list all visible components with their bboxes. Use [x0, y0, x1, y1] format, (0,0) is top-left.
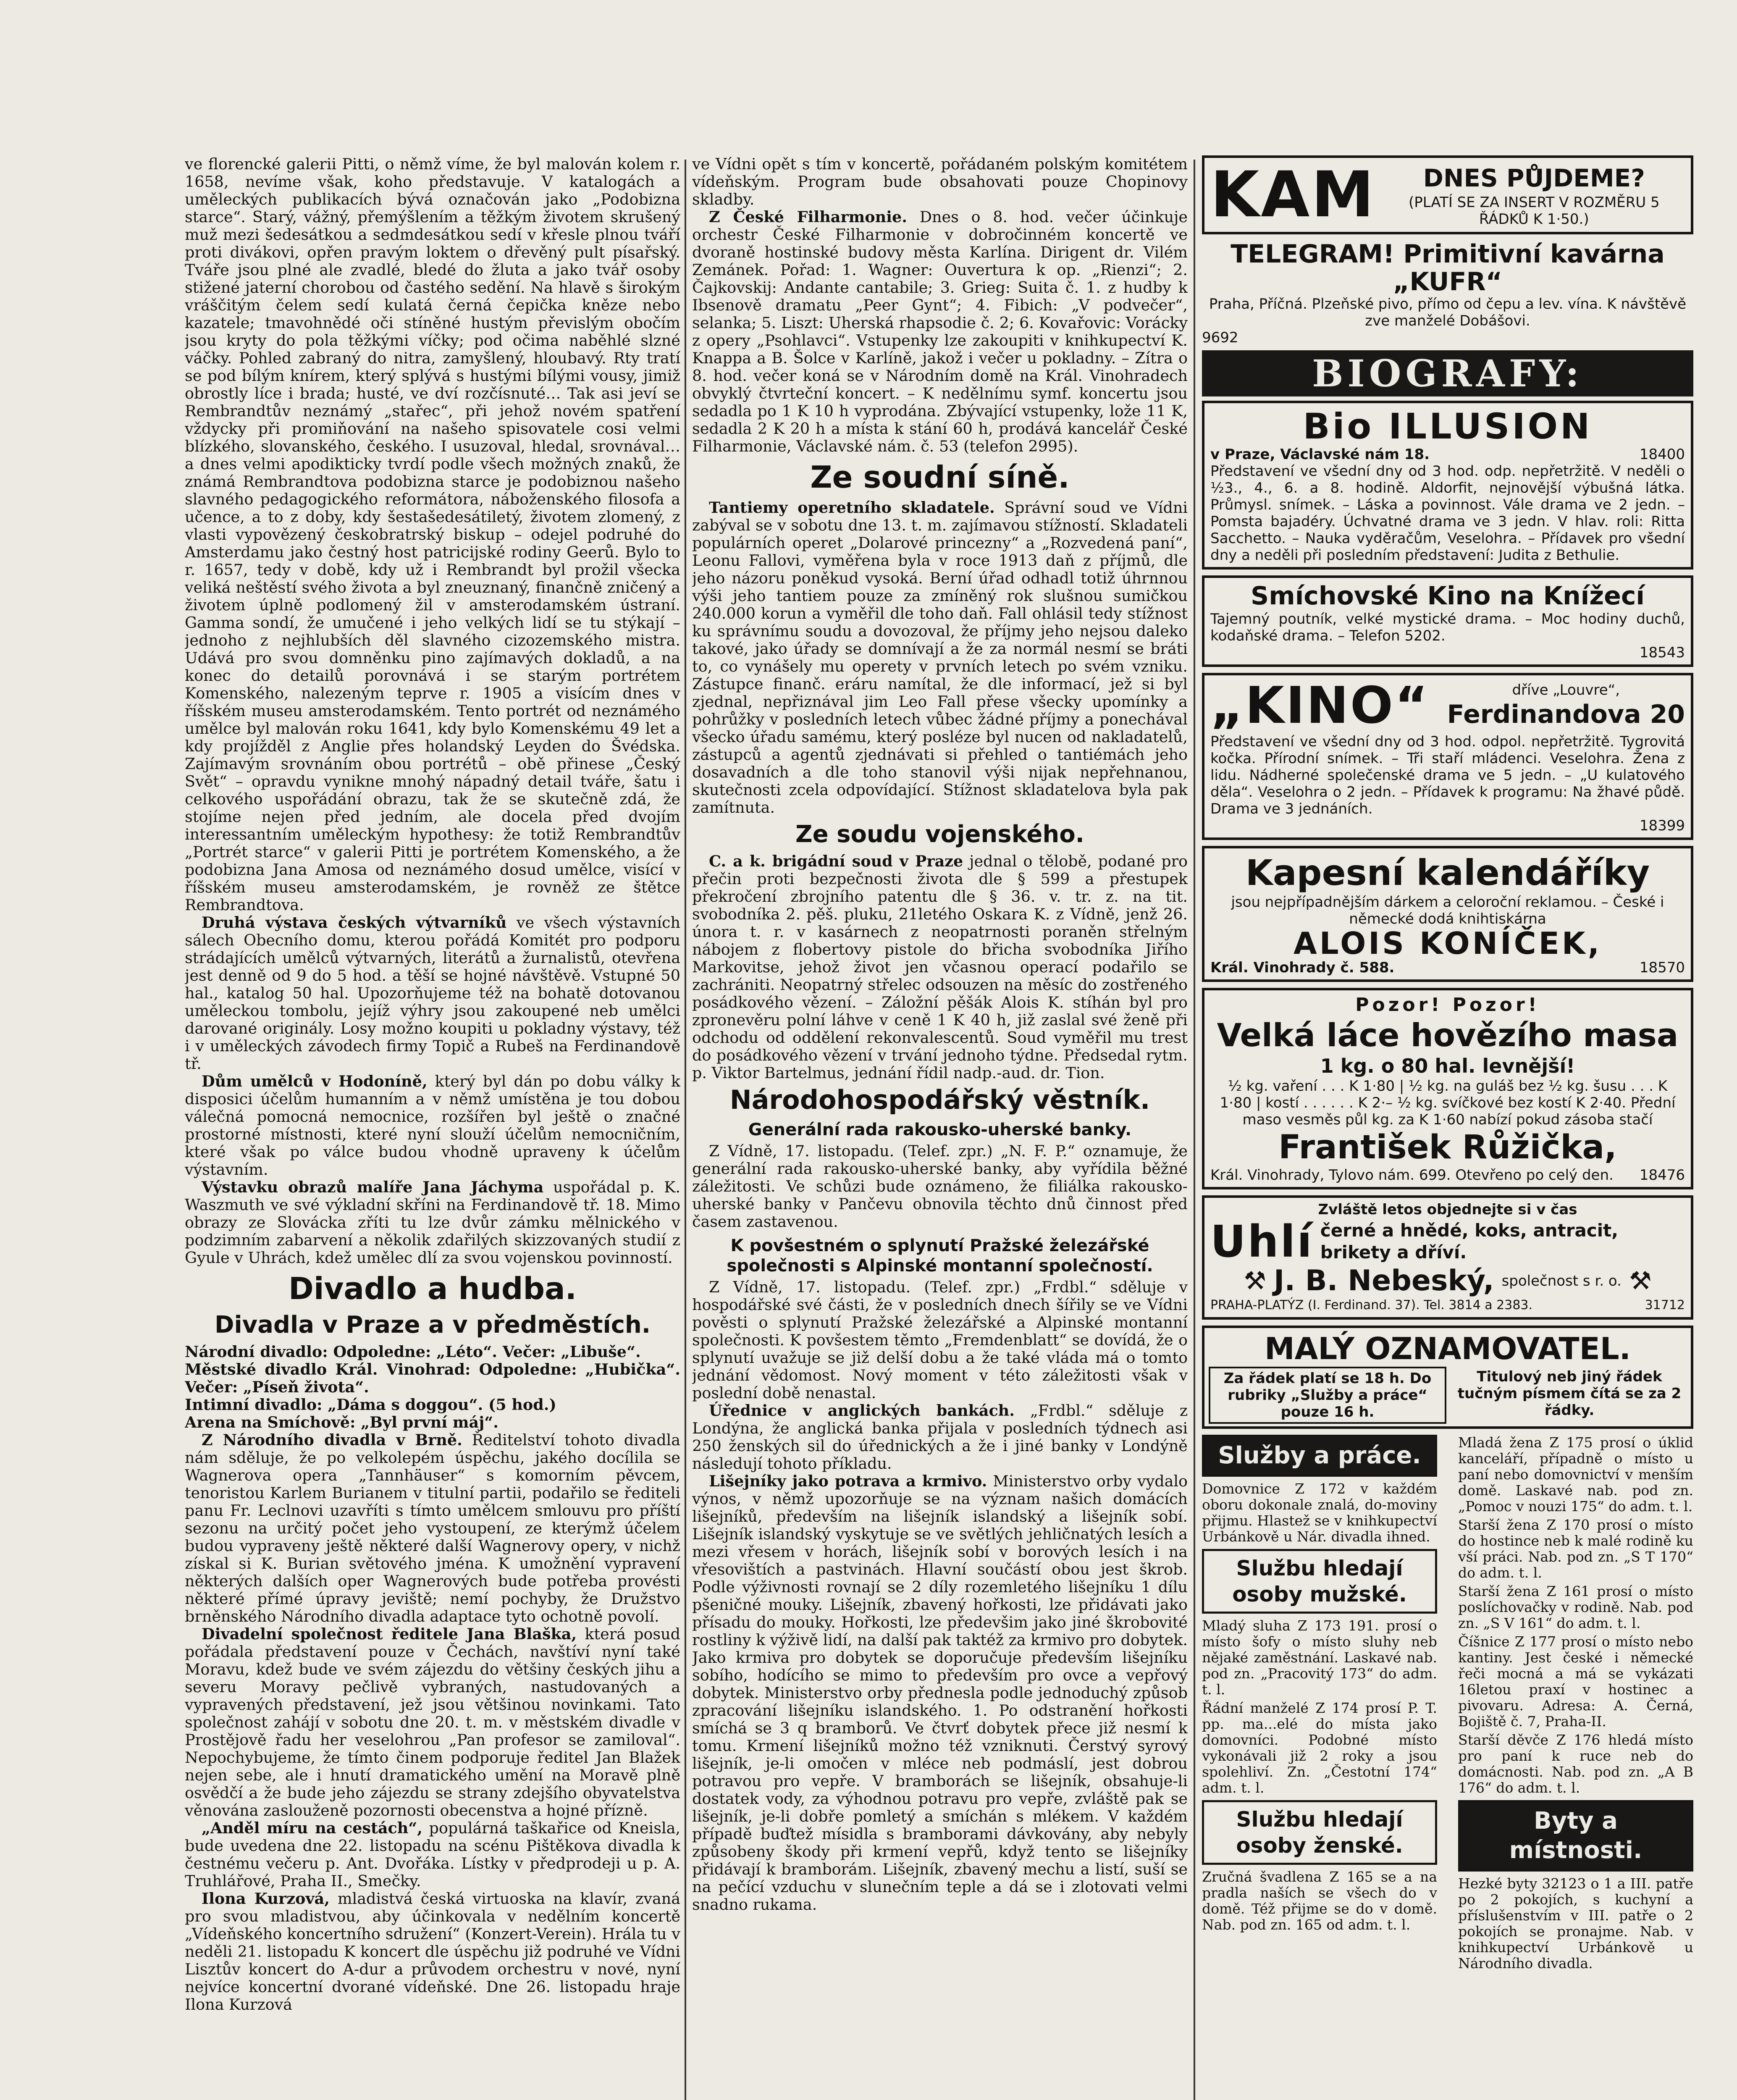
paragraph-text: která posud pořádala představení pouze v Čechách, navštíví nyní také Moravu, kdež bude ve svém zájezdu do většiny českých jihu a severu Moravy pečlivě vybraných, nastudovaných a vypravených představení, jež jsou většinou novinkami. Tato společnost zahájí v sobotu dne 20. t. m. v městském divadle v Prostějově řadu her veselohrou „Pan profesor se zamiloval“. Nepochybujeme, že tímto činem podporuje ředitel Jan Blažek nejen sebe, ale i hnutí dramatického umění na Moravě plně osvědčí a že bude jeho zájezdu se strany zdejšího obyvatelstva věnována zaslouženě pozornosti obecenstva a hojné přízně. — [185, 1625, 680, 1819]
ad-kam-logo: KAM — [1210, 158, 1376, 231]
ad-calendars-address: Král. Vinohrady č. 588. — [1210, 959, 1395, 976]
ad-kufr-text: Praha, Příčná. Plzeňské pivo, přímo od čepu a lev. vína. K návštěvě zve manželé Dobášovi. — [1209, 296, 1687, 329]
article-paragraph — [692, 1473, 1188, 1914]
article-paragraph — [185, 1625, 680, 1819]
ad-beef-number: 18476 — [1639, 1167, 1685, 1184]
article-paragraph — [185, 914, 680, 1073]
classifieds-header — [1202, 1326, 1693, 1429]
theatre-listing: Městské divadlo Král. Vinohrad: Odpoledne: „Hubička“. Večer: „Píseň života“. — [185, 1360, 680, 1396]
paragraph-text: ve všech výstavních sálech Obecního domu, kterou pořádá Komitét pro podporu strádajících umělců výtvarných, literátů a žurnalistů, otevřena jest denně od 9 do 5 hod. a těší se hojné návštěvě. Vstupné 50 hal., katalog 50 hal. Upozorňujeme též na bohatě dotovanou uměleckou tombolu, jejíž výhry jsou zakoupené neb umělci darované originály. Losy možno koupiti u pokladny výstavy, též i v uměleckých závodech firmy Topič a Rubeš na Ferdinandově tř. — [185, 914, 680, 1073]
column-2 — [692, 155, 1188, 2100]
section-title: Národohospodářský věstník. — [729, 1084, 1150, 1115]
article-paragraph — [692, 1402, 1188, 1473]
paragraph-text: uspořádal p. K. Waszmuth ve své výkladní skříni na Ferdinandově tř. 18. Mimo obrazy ze Slovácka zříti tu lze dvůr zámku mělnického v podzimním zabarvení a několik zdařilých skizzovaných studií z Gyule v Uhrách, kdež umělec dlí za svou vojenskou povinností. — [185, 1178, 680, 1267]
hammer-pick-icon: ⚒ — [1629, 1266, 1652, 1296]
classified-item: Domovnice Z 172 v každém oboru dokonale znalá, do-moviny přijmu. Hlastež se v knihkupectví Urbánkově u Nár. divadla ihned. — [1202, 1480, 1437, 1545]
article-paragraph — [692, 208, 1188, 455]
biografy-banner: BIOGRAFY: — [1202, 350, 1693, 396]
article-paragraph — [692, 853, 1188, 1082]
classifieds-section-women: Službu hledají osoby ženské. — [1202, 1800, 1437, 1865]
ad-coal-number: 31712 — [1645, 1298, 1685, 1312]
classified-item: Řádní manželé Z 174 prosí P. T. pp. ma...elé do místa jako domovníci. Podobné místo vykonávali již 2 roky a jsou spolehliví. Zn. „Čestotní 174“ adm. t. l. — [1202, 1700, 1437, 1796]
classified-item: Mladý sluha Z 173 191. prosí o místo šofy o místo sluhy neb nějaké zaměstnání. Laskavé nab. pod zn. „Pracovitý 173“ do adm. t. l. — [1202, 1617, 1437, 1698]
section-title: Ze soudní síně. — [810, 459, 1070, 495]
paragraph-lead: Divadelní společnost ředitele Jana Blaška, — [202, 1625, 577, 1643]
ad-coal-text: černé a hnědé, koks, antracit, brikety a dříví. — [1320, 1220, 1619, 1263]
ad-coal — [1202, 1195, 1693, 1320]
ad-kino-address: Ferdinandova 20 — [1447, 700, 1685, 729]
paragraph-lead: Úřednice v anglických bankách. — [709, 1402, 1015, 1420]
ad-kam-note: (PLATÍ SE ZA INSERT V ROZMĚRU 5 ŘÁDKŮ K 1·50.) — [1408, 194, 1660, 228]
theatre-listing: Intimní divadlo: „Dáma s doggou“. (5 hod.) — [185, 1396, 556, 1414]
ad-kino-number: 18399 — [1639, 817, 1685, 834]
article-paragraph — [185, 1431, 680, 1625]
column-rule — [1194, 160, 1195, 2100]
ad-calendars-title: Kapesní kalendáříky — [1245, 852, 1650, 893]
ad-smichov-kino — [1202, 575, 1693, 667]
ad-beef-alert: Pozor! Pozor! — [1355, 994, 1540, 1016]
subsection-title: K povšestném o splynutí Pražské železářské společnosti s Alpinské montanní společností. — [727, 1236, 1153, 1276]
classified-item: Starší žena Z 170 prosí o místo do hostince neb k malé rodině ku vší práci. Nab. pod zn. „S T 170“ do adm. t. l. — [1458, 1517, 1693, 1581]
classifieds-bold-rule: Titulový neb jiný řádek tučným písmem čítá se za 2 řádky. — [1457, 1368, 1682, 1419]
classified-item: Starší děvče Z 176 hledá místo pro paní k ruce neb do domácnosti. Nab. pod zn. „A B 176“ do adm. t. l. — [1458, 1732, 1693, 1796]
article-paragraph — [692, 499, 1188, 816]
article-paragraph: Z Vídně, 17. listopadu. (Telef. zpr.) „N. F. P.“ oznamuje, že generální rada rakousko-uherské banky, aby vyřídila běžné záležitosti. Ve schůzi bude oznámeno, že filiálka rakousko-uherské banky v Pančevu obnovila těchto dnů činnost před časem zastavenou. — [692, 1142, 1188, 1231]
theatre-listing: Arena na Smíchově: „Byl první máj“. — [185, 1413, 499, 1431]
article-paragraph: ve Vídni opět s tím v koncertě, pořádaném polským komitétem vídeňským. Program bude obsahovati pouze Chopinovy skladby. — [692, 155, 1188, 208]
paragraph-text: který byl dán po dobu války k disposici účelům humanním a v němž umístěna je tou dobou válečná pomocná nemocnice, rozšířen byl ještě o značné prostorné místnosti, které nyní slouží účelům nemocničním, které však po válce budou vhodně upraveny k účelům výstavním. — [185, 1072, 680, 1179]
paragraph-lead: Druhá výstava českých výtvarníků — [202, 914, 507, 932]
ad-kino-text: Představení ve všední dny od 3 hod. odpol. nepřetržitě. Tygrovitá kočka. Přírodní snímek. – Tři staří mládenci. Veselohra. Žena z lidu. Nádherné společenské drama ve 5 jedn. – „U kulatového děla“. Veselohra o 2 jedn. – Přídavek k programu: Na žhavé půdě. Drama ve 3 jednáních. — [1210, 733, 1685, 817]
ad-beef-text: ½ kg. vaření . . . K 1·80 | ½ kg. na guláš bez ½ kg. šusu . . . K 1·80 | kostí . . . . . . K 2·– ½ kg. svíčkové bez kostí K 2·40. Přední maso vesměs půl kg. za K 1·60 nabízí pokud zásoba stačí — [1220, 1078, 1676, 1128]
classified-item: Mladá žena Z 175 prosí o úklid kanceláří, případně o místo u paní nebo domovnictví v menším domě. Laskavé nab. pod zn. „Pomoc v nouzi 175“ do adm. t. l. — [1458, 1434, 1693, 1515]
section-title: Divadlo a hudba. — [289, 1271, 577, 1306]
classifieds-section-work: Služby a práce. — [1202, 1435, 1437, 1477]
paragraph-text: Ředitelství tohoto divadla nám sděluje, že po velkolepém úspěchu, jakého docílila se Wagnerova opera „Tannhäuser“ s komorním pěvcem, tenoristou Karlem Burianem v titulní partii, podařilo se řediteli panu Fr. Leclnovi uzavříti s tímto umělcem smlouvu pro příští sezonu na určitý počet jeho vystoupení, ze kterýmž účelem budou vypraveny ještě některé další Wagnerovy opery, v nichž získal si K. Burian světového jména. K umožnění vypravení některých dalších oper Wagnerových bude potřeba provésti některé přímé úpravy jeviště; nemí pochyby, že Družstvo brněnského Národního divadla adaptace tyto ochotně povolí. — [185, 1431, 680, 1625]
ad-kam — [1202, 155, 1693, 234]
classified-item: Hezké byty 32123 o 1 a III. patře po 2 pokojích, s kuchyní a příslušenstvím v III. patře o 2 pokojích se pronajme. Nab. v knihkupectví Urbánkově u Národního divadla. — [1458, 1875, 1693, 1971]
theatre-listing: Národní divadlo: Odpoledne: „Léto“. Večer: „Libuše“. — [185, 1343, 641, 1361]
classifieds-title: MALÝ OZNAMOVATEL. — [1264, 1331, 1631, 1366]
column-rule — [685, 160, 686, 2100]
hammer-pick-icon: ⚒ — [1244, 1266, 1267, 1296]
classifieds-section-housing: Byty a místnosti. — [1458, 1800, 1693, 1872]
ad-illusion-text: Představení ve všední dny od 3 hod. odp. nepřetržitě. V neděli o ½3., 4., 6. a 8. hodině. Aldorfit, nejnovější výbušná látka. Průmysl. snímek. – Láska a povinnost. Vále drama ve 2 jedn. – Pomsta bajadéry. Úchvatné drama ve 3 jedn. V hlav. roli: Ritta Sacchetto. – Nauka vyděračům, Veselohra. – Přídavek pro všední dny a neděli při posledním představení: Judita z Bethulie. — [1210, 463, 1685, 564]
ad-coal-address: PRAHA-PLATÝZ (I. Ferdinand. 37). Tel. 3814 a 2383. — [1210, 1298, 1533, 1312]
ad-illusion-number: 18400 — [1639, 446, 1685, 463]
column-3-ads — [1202, 155, 1693, 2100]
classifieds-grid — [1202, 1435, 1693, 1976]
ad-calendars-text: jsou nejpřípadnějším dárkem a celoroční reklamou. – České i německé dodá knihtiskárna — [1231, 894, 1664, 927]
paragraph-lead: Dům umělců v Hodoníně, — [202, 1072, 428, 1090]
subsection-title: Divadla v Praze a v předměstích. — [214, 1311, 651, 1339]
paragraph-lead: Lišejníky jako potrava a krmivo. — [709, 1472, 987, 1490]
ad-kufr — [1202, 240, 1693, 346]
paragraph-text: Ministerstvo orby vydalo výnos, v němž upozorňuje se na význam našich domácích lišejníků, především na lišejník islandský a lišejník sobí. Lišejník islandský vyskytuje se ve světlých jehličnatých lesích a mezi vřesem v horách, lišejník sobí v borových lesích i na vřesovištích a pastvinách. Hlavní součástí obou jest škrob. Podle výživnosti rovnají se 2 díly rozemletého lišejníku 1 dílu pšeničné mouky. Lišejník, zbavený hořkosti, lze přidávati jako přísadu do mouky. Hořkosti, lze předevšim jako jiné škrobovité rostliny k výživě lidí, na další pak taktéž za krmivo pro dobytek. Jako krmiva pro dobytek se doporučuje především lišejníku sobího, hodícího se mimo to především pro ovce a vepřový dobytek. Ministerstvo orby přednesla podle jednoduchý způsob zpracování lišejníku islandského. 1. Po odstranění hořkosti smíchá se 3 q bramborů. Ve čtvrť dobytek přece již nesmí k tomu. Krmení lišejníků možno též vzniknuti. Čerstvý syrový lišejník, je-li omočen v mléce neb podmáslí, jest dobrou potravou pro vepře. V bramborách se lišejník, obsahuje-li dostatek vody, za výhodnou potravu pro vepře, zvláště pak se lišejník, je-li dobře pomletý a smíchán s mlékem. V každém případě buďtež mísidla s bramborami dávkovány, aby nebyly způsobeny škody při krmení vepřů, když tento se lišejníky přidávají k bramborám. Lišejník, zbavený mechu a listí, suší se na pečící vzduchu v slunečním teple a dá se i zlotovati velmi snadno rukama. — [692, 1472, 1188, 1914]
paragraph-lead: Z České Filharmonie. — [709, 208, 907, 226]
paragraph-lead: Výstavku obrazů malíře Jana Jáchyma — [202, 1178, 544, 1196]
ad-beef-address: Král. Vinohrady, Tylovo nám. 699. Otevřeno po celý den. — [1210, 1167, 1614, 1184]
paragraph-lead: Ilona Kurzová, — [202, 1890, 330, 1908]
column-1 — [185, 155, 680, 2100]
ad-coal-firm-type: společnost s r. o. — [1501, 1273, 1622, 1289]
ad-kino-title: „KINO“ — [1210, 677, 1430, 735]
classifieds-rates: Za řádek platí se 18 h. Do rubriky „Služby a práce“ pouze 16 h. — [1209, 1367, 1446, 1424]
ad-kufr-title: TELEGRAM! Primitivní kavárna „KUFR“ — [1231, 239, 1665, 297]
ad-smichov-number: 18543 — [1639, 644, 1685, 661]
ad-calendars-number: 18570 — [1639, 959, 1685, 976]
ad-kino-previous-name: dříve „Louvre“, — [1512, 682, 1620, 698]
ad-smichov-text: Tajemný poutník, velké mystické drama. – Moc hodiny duchů, kodaňské drama. – Telefon 5202. — [1210, 611, 1685, 644]
ad-illusion-address: v Praze, Václavské nám 18. — [1210, 446, 1430, 463]
section-title: Ze soudu vojenského. — [795, 821, 1084, 848]
ad-bio-illusion — [1202, 401, 1693, 570]
ad-kam-title: DNES PŮJDEME? — [1423, 164, 1645, 192]
paragraph-lead: Z Národního divadla v Brně. — [202, 1431, 462, 1449]
paragraph-text: populárná taškařice od Kneisla, bude uvedena dne 22. listopadu na scénu Pištěkova divadla k čestnému večeru p. Ant. Dvořáka. Lístky v předprodeji u p. A. Truhlářové, Praha II., Smečky. — [185, 1819, 680, 1890]
ad-beef-title: Velká láce hovězího masa — [1217, 1016, 1679, 1054]
paragraph-text: „Frdbl.“ sděluje z Londýna, že anglická banka přijala v posledních týdnech asi 250 ženských sil do úřednických a že i jiné banky v Londýně následují tohoto příkladu. — [692, 1402, 1188, 1473]
ad-beef — [1202, 988, 1693, 1189]
ad-smichov-title: Smíchovské Kino na Knížecí — [1251, 581, 1645, 611]
ad-beef-price: 1 kg. o 80 hal. levnější! — [1320, 1055, 1575, 1077]
classified-item: Číšnice Z 177 prosí o místo nebo kantiny. Jest české i německé řeči mocná a má se vykázati 16letou praxí v hostinec a pivovaru. Adresa: A. Černá, Bojiště č. 7, Praha-II. — [1458, 1633, 1693, 1730]
article-paragraph: Z Vídně, 17. listopadu. (Telef. zpr.) „Frdbl.“ sděluje v hospodářské své části, že v posledních dnech šířily se ve Vídni pověsti o splynutí Pražské železářské a Alpinské montanní společnosti. K povšestem těmto „Fremdenblatt“ se dovídá, že o splynutí uvažuje se již delší dobu a že také vláda má o tomto jednání vědomost. Nový moment v této záležitosti však v poslední době nenastal. — [692, 1278, 1188, 1402]
classifieds-section-men: Službu hledají osoby mužské. — [1202, 1549, 1437, 1614]
classified-item: Zručná švadlena Z 165 se a na pradla naších se všech do v domě. Též přijme se do v domě. Nab. pod zn. 165 od adm. t. l. — [1202, 1869, 1437, 1933]
classified-item: Starší žena Z 161 prosí o místo poslíchovačky v rodině. Nab. pod zn. „S V 161“ do adm. t. l. — [1458, 1583, 1693, 1631]
article-paragraph: ve florencké galerii Pitti, o němž víme, že byl malován kolem r. 1658, nevíme však, koho představuje. V katalogách a uměleckých publikacích bývá označován jako „Podobizna starce“. Starý, vážný, přemýšlením a těžkým životem skrušený muž mezi šedesátkou a sedmdesátkou sedí v křesle plnou tváří proti divákovi, opřen pravým loktem o dřevěný pult písařský. Tváře jsou plné ale zvadlé, bledé do žluta a jako tvář osoby stižené jaterní chorobou od častého sedění. Na hlavě s širokým vráščitým čelem sedí kulatá černá čepička kněze nebo kazatele; tmavohnědé oči stíněné hustým převislým obočím jsou kryty do pola těžkými víčky; pod očima naběhlé slzné váčky. Pohled zabraný do nitra, zamyšlený, hloubavý. Rty tratí se pod bílým knírem, který splývá s hustými bílými vousy, jimiž obrostly líce i brada; husté, ve dví rozčísnuté… Tak asi jeví se Rembrandtův neznámý „stařec“, při jehož novém spatření vždycky při promiňování na našeho spisovatele cosi velmi blízkého, slovanského, českého. I usuzoval, hledal, srovnával… a dnes velmi apodikticky tvrdí podle všech možných znaků, že známá Rembrandtova podobizna starce je podobiznou našeho slavného pedagogického reformátora, náboženského filosofa a učence, a to z doby, kdy šestašedesátiletý, životem zlomený, z vlasti vypovězený českobratrský biskup – odejel podruhé do Amsterdamu jako čestný host patricijské rodiny Geerů. Bylo to r. 1657, tedy v době, kdy už i Rembrandt byl prožil všecka veliká neštěstí svého života a byl zneuznaný, finančně zničený a životem úplně podlomený žil v amsterodamském ústraní. Gamma sondí, že umučené i jeho velkých lidí se tu stýkají – jednoho z nejhlubších děl slavného cizozemského mistra. Udává pro svou domněnku pino zajímavých dokladů, a na konec do detailů porovnává i se starým portrétem Komenského, nalezeným teprve r. 1905 a visícím dnes v říšském museu amsterodamském. Tento portrét od neznámého umělce byl malován roku 1641, kdy bylo Komenskému 49 let a kdy projížděl z Anglie přes holandský Leyden do Švédska. Zajímavým srovnáním obou portrétů – obě přinese „Český Svět“ – opravdu vynikne mnohý nápadný detail tváře, šatu i celkového uspořádání obrazu, tak že se skutečně zdá, že stojíme nejen před jedním, ale docela před dvojím interessantním uměleckým hypothesy: že totiž Rembrandtův „Portrét starce“ v galerii Pitti je portrétem Komenského, a že podobizna Jana Amosa od neznámého dosud umělce, visící v říšském museu amsterodamském, je rovněž ze štětce Rembrandtova. — [185, 155, 680, 914]
subsection-title: Generální rada rakousko-uherské banky. — [748, 1120, 1132, 1139]
article-paragraph — [185, 1819, 680, 1890]
paragraph-text: Dnes o 8. hod. večer účinkuje orchestr České Filharmonie v dobročinném koncertě ve dvoraně hostinské budovy města Karlína. Dirigent dr. Vilém Zemánek. Pořad: 1. Wagner: Ouvertura k op. „Rienzi“; 2. Čajkovskij: Andante cantabile; 3. Grieg: Suita č. 1. z hudby k Ibsenově dramatu „Peer Gynt“; 4. Fibich: „V podvečer“, selanka; 5. Liszt: Uherská rhapsodie č. 2; 6. Kovařovic: Vorácky z opery „Psohlavci“. Vstupenky lze zakoupiti v knihkupectví K. Knappa a B. Šolce v Karlíně, jakož i večer u pokladny. – Zítra o 8. hod. večer koná se v Národním domě na Král. Vinohradech obvyklý čtvrteční koncert. – K nedělnímu symf. koncertu jsou sedadla po 1 K 10 h vyprodána. Zbývající vstupenky, lože 11 K, sedadla 2 K 20 h a místa k stání 60 h, prodává kancelář České Filharmonie, Václavské nám. č. 53 (telefon 2995). — [692, 208, 1188, 455]
ad-kufr-number: 9692 — [1202, 329, 1238, 346]
paragraph-text: Správní soud ve Vídni zabýval se v sobotu dne 13. t. m. zajímavou stížností. Skladateli populárních operet „Dolarové princezny“ a „Rozvedená paní“, Leonu Fallovi, vyměřena byla v roce 1913 daň z příjmů, dle jeho názoru poněkud vysoká. Berní úřad odhadl totiž úhrnnou výši jeho tantiem pouze za zmíněný rok slušnou sumičkou 240.000 korun a vyměřil dle toho daň. Fall ohlásil tedy stížnost ku správnímu soudu a dovozoval, že příjmy jeho nejsou daleko takové, jako úřady se domnívají a že za normál nesmí se bráti to, co vynášely mu operety v prvních letech po svém vzniku. Zástupce finanč. eráru namítal, že dle informací, jež si byl zjednal, nepřiznával jim Leo Fall přese všecky upomínky a pohrůžky v posledních letech vůbec žádné příjmy a ponechával všecko úřadu samému, který posléze byl nucen od nakladatelů, zástupců a agentů zjednávati si přehled o tantiémách jeho dosavadních a dle toho stanovil výši nijak nepřehnanou, skutečnosti zcela odpovídající. Stížnost skladatelova byla pak zamítnuta. — [692, 499, 1188, 816]
ad-coal-note: Zvláště letos objednejte si v čas — [1318, 1201, 1577, 1218]
article-paragraph — [185, 1073, 680, 1179]
paragraph-lead: C. a k. brigádní soud v Praze — [709, 852, 963, 870]
ad-coal-title: Uhlí — [1210, 1216, 1314, 1267]
ad-coal-company: J. B. Nebeský, — [1274, 1264, 1494, 1297]
ad-calendars-company: ALOIS KONÍČEK, — [1294, 926, 1602, 961]
article-paragraph — [185, 1179, 680, 1267]
paragraph-lead: Tantiemy operetního skladatele. — [709, 499, 995, 517]
ad-calendars — [1202, 846, 1693, 982]
paragraph-text: mladistvá česká virtuoska na klavír, zvaná pro svou mladistvou, aby účinkovala v nedělním koncertě „Vídeňského koncertního sdružení“ (Konzert-Verein). Hrála tu v neděli 21. listopadu K koncert dle úspěchu již podruhé ve Vídni Lisztův koncert do A-dur a průvodem orchestru v nové, nyní nejvíce koncertní dvorané vídeňské. Dne 26. listopadu hraje Ilona Kurzová — [185, 1890, 680, 2013]
ad-illusion-title: Bio ILLUSION — [1303, 406, 1593, 447]
ad-beef-seller: František Růžička, — [1278, 1129, 1617, 1166]
paragraph-lead: „Anděl míru na cestách“, — [202, 1819, 422, 1837]
paragraph-text: jednal o tělobě, podané pro přečin proti bezpečnosti života dle § 599 a přestupek překročení zbrojního patentu dle § 36. v. tr. z. na tit. svobodníka 2. pěš. pluku, 21letého Oskara K. z Vídně, jenž 26. února t. r. v kasárnech z neopatrnosti poraněn střelným nábojem z flobertovy pistole do břicha svobodníka Jiřího Markovitse, jehož život jen včasnou operací podařilo se zachrániti. Neopatrný střelec odsouzen na měsíc do zostřeného posádkového vězení. – Záložní pěšák Alois K. stíhán byl pro zpronevěru polní láhve v ceně 1 K 40 h, již zaslal své ženě při odchodu od oddělení rekonvalescentů. Soud vyměřil mu trest do posádkového vězení v trvání jednoho týdne. Předsedal rytm. p. Viktor Bartelmus, jednání řídil nadp.-aud. dr. Tion. — [692, 852, 1188, 1082]
ad-kino-louvre — [1202, 673, 1693, 840]
article-paragraph — [185, 1890, 680, 2013]
